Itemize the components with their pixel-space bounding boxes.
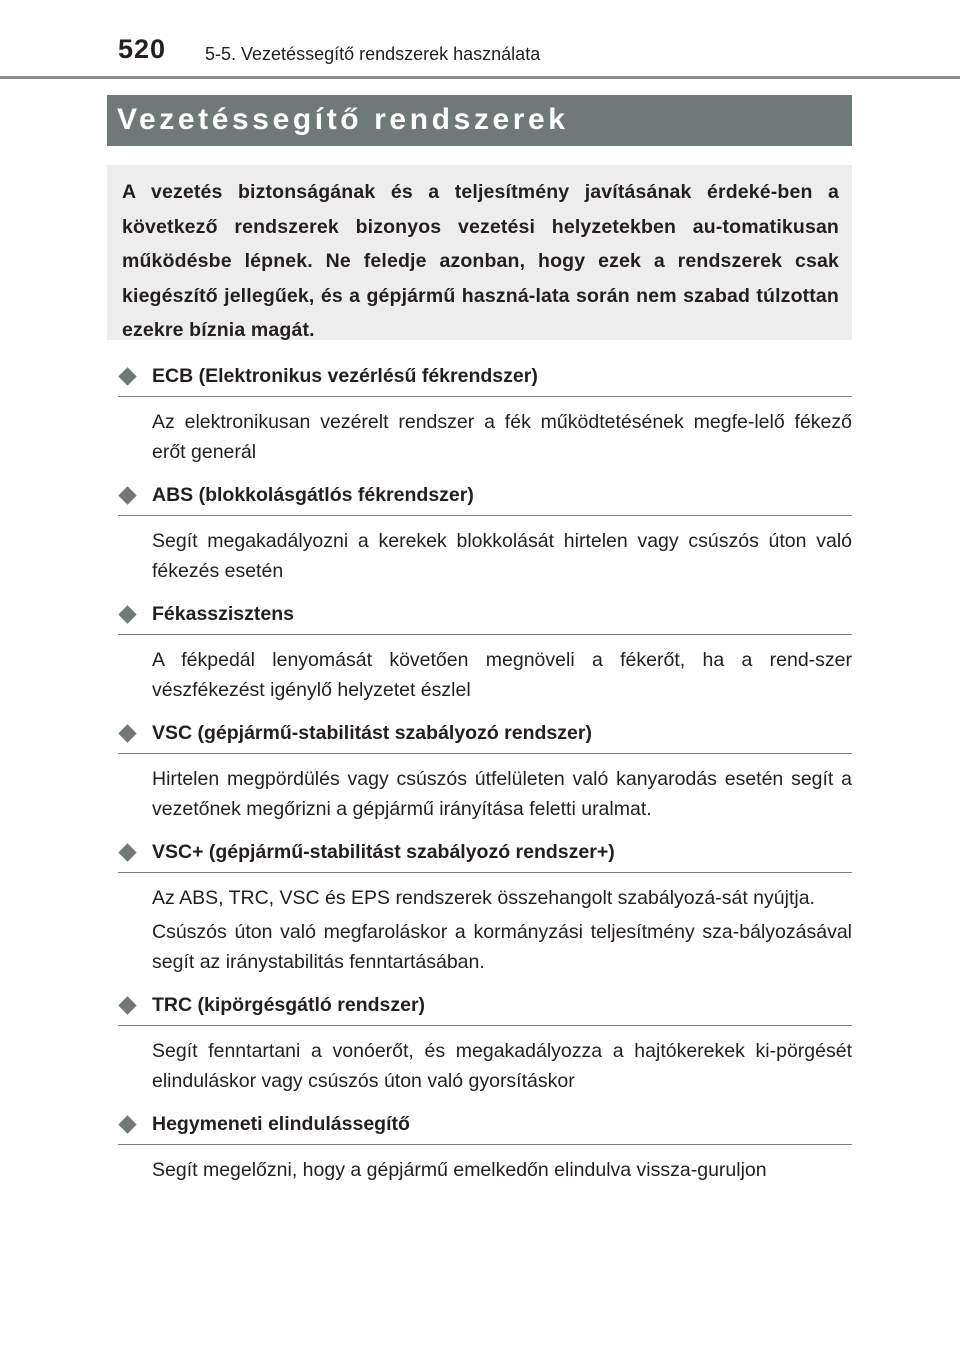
diamond-bullet-icon [118,486,136,504]
feature-title: ABS (blokkolásgátlós fékrendszer) [152,484,474,506]
diamond-bullet-icon [118,605,136,623]
diamond-bullet-icon [118,1115,136,1133]
feature-heading [118,991,852,1026]
feature-paragraph: Az ABS, TRC, VSC és EPS rendszerek összehangolt szabályozá-sát nyújtja. [152,887,815,909]
feature-title: ECB (Elektronikus vezérlésű fékrendszer) [152,365,538,387]
feature-title: VSC+ (gépjármű-stabilitást szabályozó rendszer+) [152,841,615,863]
page-header [0,0,960,80]
chapter-title: 5-5. Vezetéssegítő rendszerek használata [205,44,541,64]
feature-heading [118,600,852,635]
feature-heading [118,719,852,754]
feature-paragraph: A fékpedál lenyomását követően megnöveli a fékerőt, ha a rend-szer vészfékezést igénylő helyzetet észlel [152,649,852,701]
feature-item-hill-start-assist [118,1110,852,1185]
feature-title: VSC (gépjármű-stabilitást szabályozó rendszer) [152,722,592,744]
feature-list [118,362,852,1199]
feature-title: TRC (kipörgésgátló rendszer) [152,994,426,1016]
feature-description [118,1026,852,1096]
header-divider [0,76,960,79]
feature-item-vsc-plus [118,838,852,977]
feature-paragraph: Az elektronikusan vezérelt rendszer a fék működtetésének megfe-lelő fékező erőt generál [152,411,852,463]
feature-description [118,1145,852,1185]
feature-heading [118,838,852,873]
feature-item-ecb [118,362,852,467]
feature-description [118,397,852,467]
feature-paragraph: Hirtelen megpördülés vagy csúszós útfelületen való kanyarodás esetén segít a vezetőnek megőrizni a gépjármű irányítása feletti uralmat. [152,768,852,820]
page-number: 520 [118,34,167,64]
feature-paragraph: Segít megakadályozni a kerekek blokkolását hirtelen vagy csúszós úton való fékezés esetén [152,530,852,582]
feature-paragraph: Segít megelőzni, hogy a gépjármű emelkedőn elindulva vissza-guruljon [152,1159,767,1181]
feature-item-abs [118,481,852,586]
section-banner [107,95,852,146]
intro-box [107,165,852,340]
feature-heading [118,481,852,516]
diamond-bullet-icon [118,724,136,742]
feature-item-brake-assist [118,600,852,705]
feature-description [118,873,852,977]
diamond-bullet-icon [118,367,136,385]
feature-paragraph: Csúszós úton való megfaroláskor a kormányzási teljesítmény sza-bályozásával segít az iránystabilitás fenntartásában. [152,921,852,973]
feature-title: Fékasszisztens [152,603,294,625]
section-title: Vezetéssegítő rendszerek [117,103,569,136]
feature-paragraph: Segít fenntartani a vonóerőt, és megakadályozza a hajtókerekek ki-pörgését elinduláskor vagy csúszós úton való gyorsításkor [152,1040,852,1092]
feature-description [118,754,852,824]
diamond-bullet-icon [118,843,136,861]
feature-item-vsc [118,719,852,824]
feature-title: Hegymeneti elindulássegítő [152,1113,410,1135]
diamond-bullet-icon [118,996,136,1014]
feature-heading [118,362,852,397]
feature-item-trc [118,991,852,1096]
intro-text: A vezetés biztonságának és a teljesítmény javításának érdeké-ben a következő rendszerek bizonyos vezetési helyzetekben au-tomatikusan működésbe lépnek. Ne feledje azonban, hogy ezek a rendszerek csak kiegészítő jellegűek, és a gépjármű haszná-lata során nem szabad túlzottan ezekre bíznia magát. [122,181,839,341]
feature-heading [118,1110,852,1145]
feature-description [118,516,852,586]
feature-description [118,635,852,705]
